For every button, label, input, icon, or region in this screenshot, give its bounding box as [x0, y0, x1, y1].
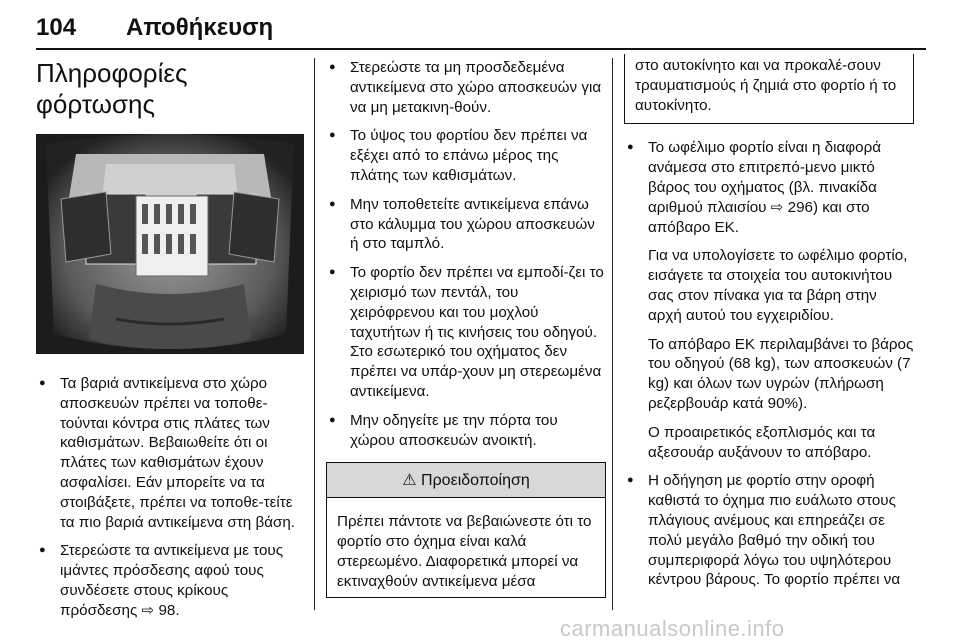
luggage-photo-svg: [36, 134, 304, 354]
list-item: ● Μην τοποθετείτε αντικείμενα επάνω στο κάλυμμα του χώρου αποσκευών ή στο ταμπλό.: [326, 195, 606, 254]
page-number: 104: [36, 14, 77, 41]
running-title: Αποθήκευση: [126, 14, 274, 41]
warning-continued-text: στο αυτοκίνητο και να προκαλέ-σουν τραυματισμούς ή ζημιά στο φορτίο ή το αυτοκίνητο.: [635, 57, 897, 114]
list-item: [624, 471, 914, 590]
column-divider: [612, 58, 613, 610]
bullet-list-right: [624, 138, 914, 590]
warning-body: Πρέπει πάντοτε να βεβαιώνεστε ότι το φορτίο στο όχημα είναι καλά στερεωμένο. Διαφορετικά μπορεί να εκτιναχθούν αντικείμενα μέσα: [337, 513, 592, 590]
list-item-paragraph: Για να υπολογίσετε το ωφέλιμο φορτίο, εισάγετε τα στοιχεία του αυτοκινήτου σας στον πίνακα για τα βάρη στην αρχή αυτού του εγχειριδίου.: [648, 247, 908, 324]
list-item: ● Τα βαριά αντικείμενα στο χώρο αποσκευών πρέπει να τοποθε-τούνται κόντρα στις πλάτες των καθισμάτων. Βεβαιωθείτε ότι οι πλάτες των καθισμάτων έχουν ασφαλίσει. Εάν μπορείτε να τα στοιβάξετε, πρέπει να τοποθε-τείτε τα πιο βαριά αντικείμενα στη βάση.: [36, 374, 304, 532]
luggage-photo-icon: [36, 134, 304, 354]
list-item-paragraph: Ο προαιρετικός εξοπλισμός και τα αξεσουάρ αυξάνουν το απόβαρο.: [648, 423, 876, 461]
header-rule: [36, 48, 926, 50]
warning-continued-box: [624, 54, 914, 124]
list-item: ● Το φορτίο δεν πρέπει να εμποδί-ζει το χειρισμό των πεντάλ, του χειρόφρενου και του μοχλού ταχυτήτων ή τις κινήσεις του οδηγού. Στο εσωτερικό του οχήματος δεν πρέπει να υπάρ-χουν μη στερεωμένα αντικείμενα.: [326, 263, 606, 402]
column-left: [36, 58, 304, 630]
list-item: ● Μην οδηγείτε με την πόρτα του χώρου αποσκευών ανοικτή.: [326, 411, 606, 451]
warning-box: [326, 462, 606, 598]
list-item-text: ● Η οδήγηση με φορτίο στην οροφή καθιστά το όχημα πιο ευάλωτο στους πλάγιους ανέμους και επηρεάζει σε πολύ μεγάλο βαθμό την οδική του συμπεριφορά λόγω του υψηλότερου κέντρου βάρους. Το φορτίο πρέπει να: [648, 472, 901, 589]
list-item-paragraph: Το απόβαρο ΕΚ περιλαμβάνει το βάρος του οδηγού (68 kg), των αποσκευών (7 kg) και όλων των υγρών (πλήρωση ρεζερβουάρ κατά 90%).: [648, 335, 914, 412]
warning-title: ⚠ Προειδοποίηση: [327, 463, 605, 498]
column-middle: [326, 58, 606, 598]
watermark: carmanualsonline.info: [560, 616, 785, 641]
column-right: [624, 58, 914, 599]
list-item-text: ● Το ωφέλιμο φορτίο είναι η διαφορά ανάμεσα στο επιτρεπό-μενο μικτό βάρος του οχήματος (βλ. πινακίδα αριθμού πλαισίου ⇨ 296) και στο απόβαρο ΕΚ.: [648, 139, 881, 236]
list-item: ● Το ύψος του φορτίου δεν πρέπει να εξέχει από το επάνω μέρος της πλάτης των καθισμάτων.: [326, 126, 606, 185]
list-item: ● Στερεώστε τα αντικείμενα με τους ιμάντες πρόσδεσης αφού τους συνδέσετε στους κρίκους πρόσδεσης ⇨ 98.: [36, 541, 304, 620]
column-divider: [314, 58, 315, 610]
section-title: Πληροφορίες φόρτωσης: [36, 58, 188, 119]
bullet-list-middle: [326, 58, 606, 450]
bullet-list-left: [36, 374, 304, 621]
list-item: ● Στερεώστε τα μη προσδεδεμένα αντικείμενα στο χώρο αποσκευών για να μη μετακινη-θούν.: [326, 58, 606, 117]
list-item: [624, 138, 914, 462]
